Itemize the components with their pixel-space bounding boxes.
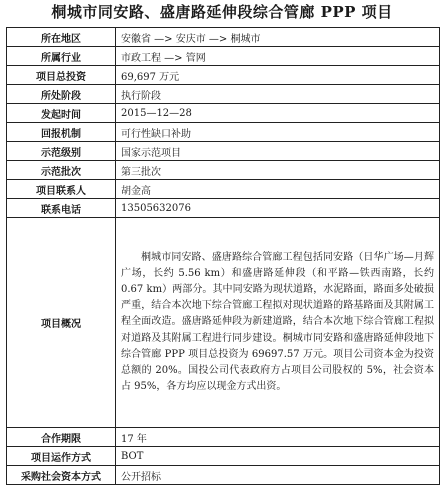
label-cooperation-term: 合作期限 [7, 428, 116, 447]
value-region: 安徽省 —> 安庆市 —> 桐城市 [116, 28, 440, 47]
value-contact-person: 胡金高 [116, 180, 440, 199]
label-region: 所在地区 [7, 28, 116, 47]
row-demo-batch [7, 161, 440, 180]
row-return-mechanism [7, 123, 440, 142]
row-operation-mode [7, 447, 440, 466]
row-procurement-method [7, 466, 440, 485]
row-overview [7, 218, 440, 428]
project-info-table [6, 27, 440, 485]
row-launch-date [7, 104, 440, 123]
row-stage [7, 85, 440, 104]
label-stage: 所处阶段 [7, 85, 116, 104]
label-return-mechanism: 回报机制 [7, 123, 116, 142]
label-operation-mode: 项目运作方式 [7, 447, 116, 466]
label-contact-phone: 联系电话 [7, 199, 116, 218]
value-industry: 市政工程 —> 管网 [116, 47, 440, 66]
row-cooperation-term [7, 428, 440, 447]
label-total-investment: 项目总投资 [7, 66, 116, 85]
label-demo-level: 示范级别 [7, 142, 116, 161]
label-industry: 所属行业 [7, 47, 116, 66]
value-return-mechanism: 可行性缺口补助 [116, 123, 440, 142]
value-contact-phone: 13505632076 [116, 199, 440, 218]
value-operation-mode: BOT [116, 447, 440, 466]
row-region [7, 28, 440, 47]
value-demo-level: 国家示范项目 [116, 142, 440, 161]
label-overview: 项目概况 [7, 218, 116, 428]
row-contact-person [7, 180, 440, 199]
value-total-investment: 69,697 万元 [116, 66, 440, 85]
value-stage: 执行阶段 [116, 85, 440, 104]
value-cooperation-term: 17 年 [116, 428, 440, 447]
row-demo-level [7, 142, 440, 161]
label-launch-date: 发起时间 [7, 104, 116, 123]
value-procurement-method: 公开招标 [116, 466, 440, 485]
label-procurement-method: 采购社会资本方式 [7, 466, 116, 485]
label-contact-person: 项目联系人 [7, 180, 116, 199]
value-demo-batch: 第三批次 [116, 161, 440, 180]
row-industry [7, 47, 440, 66]
value-overview: 桐城市同安路、盛唐路综合管廊工程包括同安路（日华广场—月辉广场，长约 5.56 km）和盛唐路延伸段（和平路—铁西南路，长约 0.67 km）两部分。其中同安路为现状道路，水泥路面，路面多处破损严重，结合本次地下综合管廊工程拟对现状道路的路基路面及其附属工程全面改造。盛唐路延伸段为新建道路，结合本次地下综合管廊工程拟对道路及其附属工程进行同步建设。桐城市同安路和盛唐路延伸段地下综合管廊 PPP 项目总投资为 69697.57 万元。项目公司资本金为投资总额的 20%。国投公司代表政府方占项目公司股权的 5%，社会资本占 95%，各方均应以现金方式出资。 [116, 218, 440, 428]
value-launch-date: 2015—12—28 [116, 104, 440, 123]
page-title: 桐城市同安路、盛唐路延伸段综合管廊 PPP 项目 [51, 3, 393, 21]
label-demo-batch: 示范批次 [7, 161, 116, 180]
row-contact-phone [7, 199, 440, 218]
row-total-investment [7, 66, 440, 85]
